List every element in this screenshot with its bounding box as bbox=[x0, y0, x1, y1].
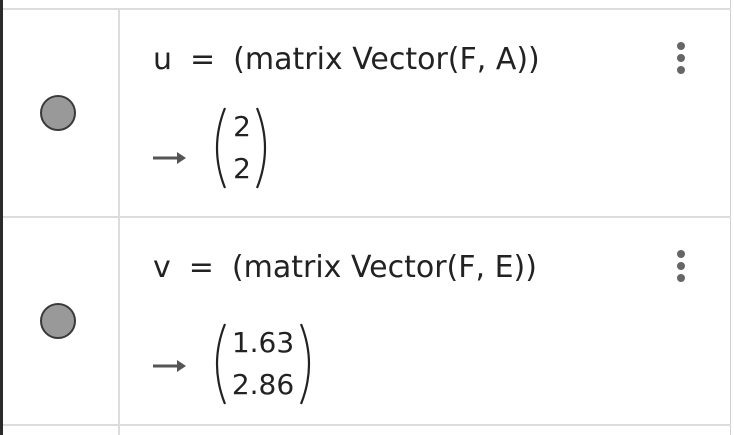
matrix-bottom-value: 2.86 bbox=[231, 368, 295, 401]
result-arrow-icon bbox=[149, 148, 189, 168]
matrix-top-value: 1.63 bbox=[231, 326, 295, 359]
input-formula[interactable] bbox=[153, 250, 537, 285]
matrix-bottom-value: 2 bbox=[233, 152, 251, 185]
row-gutter bbox=[3, 218, 120, 435]
result-matrix bbox=[213, 322, 323, 406]
input-formula[interactable] bbox=[153, 42, 540, 77]
object-label: v bbox=[153, 250, 171, 285]
matrix-top-value: 2 bbox=[233, 110, 251, 143]
object-label: u bbox=[153, 42, 173, 77]
algebra-row-v[interactable] bbox=[3, 218, 731, 426]
left-paren bbox=[213, 106, 227, 190]
more-vert-icon[interactable] bbox=[667, 246, 695, 286]
visibility-dot-icon[interactable] bbox=[40, 303, 76, 339]
right-paren bbox=[299, 322, 313, 406]
row-gutter bbox=[3, 10, 120, 216]
visibility-dot-icon[interactable] bbox=[40, 95, 76, 131]
algebra-row-u[interactable] bbox=[3, 10, 731, 218]
result-arrow-icon bbox=[149, 356, 189, 376]
more-vert-icon[interactable] bbox=[667, 38, 695, 78]
expression-text: (matrix Vector(F, A)) bbox=[233, 42, 540, 77]
right-paren bbox=[255, 106, 269, 190]
equals-sign: = bbox=[190, 42, 216, 77]
expression-text: (matrix Vector(F, E)) bbox=[231, 250, 537, 285]
left-paren bbox=[213, 322, 227, 406]
result-matrix bbox=[213, 106, 273, 190]
equals-sign: = bbox=[188, 250, 214, 285]
